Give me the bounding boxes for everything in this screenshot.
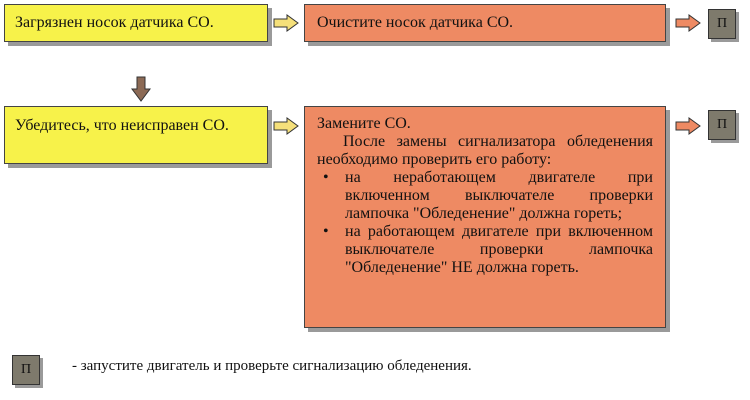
legend-code: П — [20, 362, 32, 377]
arrow-down-icon — [131, 76, 151, 102]
arrow-right-icon — [675, 14, 701, 32]
result-box-2 — [708, 110, 736, 140]
result-box-1 — [708, 9, 736, 39]
cause-box-2 — [4, 106, 268, 164]
legend-text: - запустите двигатель и проверьте сигнализацию обледенения. — [72, 358, 472, 374]
result-2-code: П — [716, 117, 728, 132]
arrow-right-icon — [675, 117, 701, 135]
action-box-2 — [304, 106, 666, 328]
action-box-1 — [304, 4, 666, 42]
action-1-text: Очистите носок датчика СО. — [317, 14, 514, 31]
cause-box-1 — [4, 4, 268, 42]
cause-1-text: Загрязнен носок датчика СО. — [15, 14, 214, 31]
bullet-item: • на неработающем двигателе при включенном выключателе проверки лампочка "Обледенение" должна гореть; — [317, 169, 653, 223]
arrow-right-icon — [273, 117, 299, 135]
arrow-right-icon — [273, 14, 299, 32]
result-1-code: П — [716, 16, 728, 31]
action-2-intro: После замены сигнализатора обледенения необходимо проверить его работу: — [317, 133, 653, 168]
cause-2-text: Убедитесь, что неисправен СО. — [15, 117, 229, 134]
legend-code-box — [12, 355, 40, 385]
action-2-bullets — [317, 169, 653, 277]
bullet-item: • на работающем двигателе при включенном выключателе проверки лампочка "Обледенение" НЕ должна гореть. — [317, 223, 653, 277]
action-2-title: Замените СО. — [317, 115, 411, 132]
